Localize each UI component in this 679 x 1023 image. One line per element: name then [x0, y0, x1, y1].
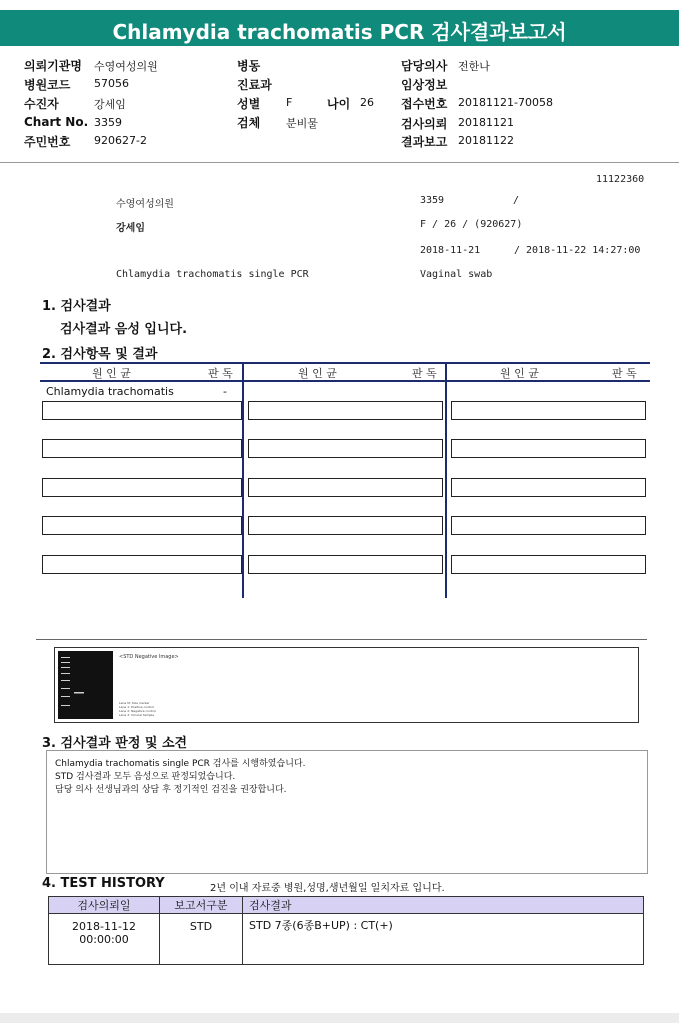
result-cell: [451, 478, 646, 497]
col2-judgment-header: 판 독: [412, 367, 437, 380]
result-cell: [451, 516, 646, 535]
value-hospital-code: 57056: [94, 77, 129, 90]
body-report-datetime: / 2018-11-22 14:27:00: [514, 245, 641, 256]
label-doctor: 담당의사: [401, 59, 448, 73]
col3-judgment-header: 판 독: [612, 367, 637, 380]
gel-lane-label: Lane 2: Negative control: [119, 709, 156, 713]
body-chart-no: 3359: [420, 195, 445, 206]
history-col-type: 보고서구분: [160, 897, 243, 914]
section3-title: 3. 검사결과 판정 및 소견: [42, 736, 188, 751]
label-ward: 병동: [237, 59, 261, 73]
value-receipt-no: 20181121-70058: [458, 96, 553, 109]
label-specimen: 검체: [237, 116, 261, 130]
result-cell: [248, 401, 443, 420]
gel-lane-label: Lane 1: Positive control: [119, 705, 155, 709]
col1-judgment-header: 판 독: [208, 367, 233, 380]
value-age: 26: [360, 96, 374, 109]
page-footer-bar: [0, 1013, 679, 1023]
value-institution: 수영여성의원: [94, 60, 158, 73]
value-specimen: 분비물: [286, 117, 318, 130]
gel-electrophoresis-image: [58, 651, 113, 719]
section1-result-text: 검사결과 음성 입니다.: [60, 322, 188, 337]
label-sex: 성별: [237, 97, 261, 111]
body-request-date: 2018-11-21: [420, 245, 481, 256]
result-cell: [248, 516, 443, 535]
results-table-divider-2: [445, 362, 447, 598]
body-sex-age: F / 26 / (920627): [420, 219, 523, 230]
result-pathogen-name: Chlamydia trachomatis: [46, 385, 174, 398]
result-cell: [42, 555, 242, 574]
result-cell: [42, 516, 242, 535]
value-patient: 강세임: [94, 98, 126, 111]
body-clinic: 수영여성의원: [116, 199, 174, 210]
result-judgment-value: -: [223, 385, 227, 398]
label-hospital-code: 병원코드: [24, 78, 71, 92]
gel-lane-label: Lane 3: Clinical Sample: [119, 713, 155, 717]
value-chart-no: 3359: [94, 116, 122, 129]
test-history-table: [48, 896, 644, 965]
label-clinical-info: 임상정보: [401, 78, 448, 92]
result-cell: [42, 439, 242, 458]
value-sex: F: [286, 96, 293, 109]
history-col-date: 검사의뢰일: [49, 897, 160, 914]
table-row: [49, 914, 644, 965]
history-type: STD: [160, 914, 243, 965]
opinion-line: 담당 의사 선생님과의 상담 후 정기적인 검진을 권장합니다.: [55, 785, 287, 795]
label-receipt-no: 접수번호: [401, 97, 448, 111]
result-cell: [248, 439, 443, 458]
col3-pathogen-header: 원 인 균: [500, 367, 539, 380]
opinion-line: STD 검사결과 모두 음성으로 판정되었습니다.: [55, 772, 236, 782]
report-title-bar: [0, 10, 679, 46]
history-date: 2018-11-12: [72, 920, 136, 933]
results-table-top-rule: [40, 362, 650, 364]
result-cell: [451, 439, 646, 458]
history-note: 2년 이내 자료중 병원,성명,생년월일 일치자료 입니다.: [210, 883, 445, 894]
history-time: 00:00:00: [79, 933, 129, 946]
value-request-date: 20181121: [458, 116, 514, 129]
result-cell: [248, 478, 443, 497]
label-patient: 수진자: [24, 97, 59, 111]
label-department: 진료과: [237, 78, 272, 92]
gel-caption: <STD Negative Image>: [119, 654, 179, 660]
label-institution: 의뢰기관명: [24, 59, 82, 73]
col2-pathogen-header: 원 인 균: [298, 367, 337, 380]
value-report-date: 20181122: [458, 134, 514, 147]
gel-lane-label: Lane M: Size marker: [119, 701, 150, 705]
body-chart-slash: /: [513, 195, 520, 206]
header-divider: [0, 162, 679, 163]
history-result: STD 7종(6종B+UP) : CT(+): [243, 914, 644, 965]
section4-title: 4. TEST HISTORY: [42, 876, 165, 891]
results-table-header-rule: [40, 380, 650, 382]
result-cell: [451, 555, 646, 574]
results-table-divider-1: [242, 362, 244, 598]
label-request-date: 검사의뢰: [401, 117, 448, 131]
value-doctor: 전한나: [458, 60, 490, 73]
body-patient: 강세임: [116, 223, 145, 234]
body-specimen: Vaginal swab: [420, 269, 493, 280]
history-header-row: [49, 897, 644, 914]
col1-pathogen-header: 원 인 균: [92, 367, 131, 380]
result-cell: [42, 478, 242, 497]
history-date-cell: [49, 914, 160, 965]
report-title: Chlamydia trachomatis PCR 검사결과보고서: [112, 20, 567, 44]
result-cell: [42, 401, 242, 420]
label-report-date: 결과보고: [401, 135, 448, 149]
label-resident-no: 주민번호: [24, 135, 71, 149]
report-code: 11122360: [596, 174, 645, 185]
gel-section-rule: [36, 639, 647, 640]
label-chart-no: Chart No.: [24, 115, 89, 129]
result-cell: [248, 555, 443, 574]
history-col-result: 검사결과: [243, 897, 644, 914]
result-cell: [451, 401, 646, 420]
body-test-name: Chlamydia trachomatis single PCR: [116, 269, 309, 280]
label-age: 나이: [327, 97, 351, 111]
opinion-box: [46, 750, 648, 874]
value-resident-no: 920627-2: [94, 134, 147, 147]
opinion-line: Chlamydia trachomatis single PCR 검사를 시행하였습니다.: [55, 759, 306, 769]
section2-title: 2. 검사항목 및 결과: [42, 347, 158, 362]
gel-image-panel: [54, 647, 639, 723]
section1-title: 1. 검사결과: [42, 299, 111, 314]
